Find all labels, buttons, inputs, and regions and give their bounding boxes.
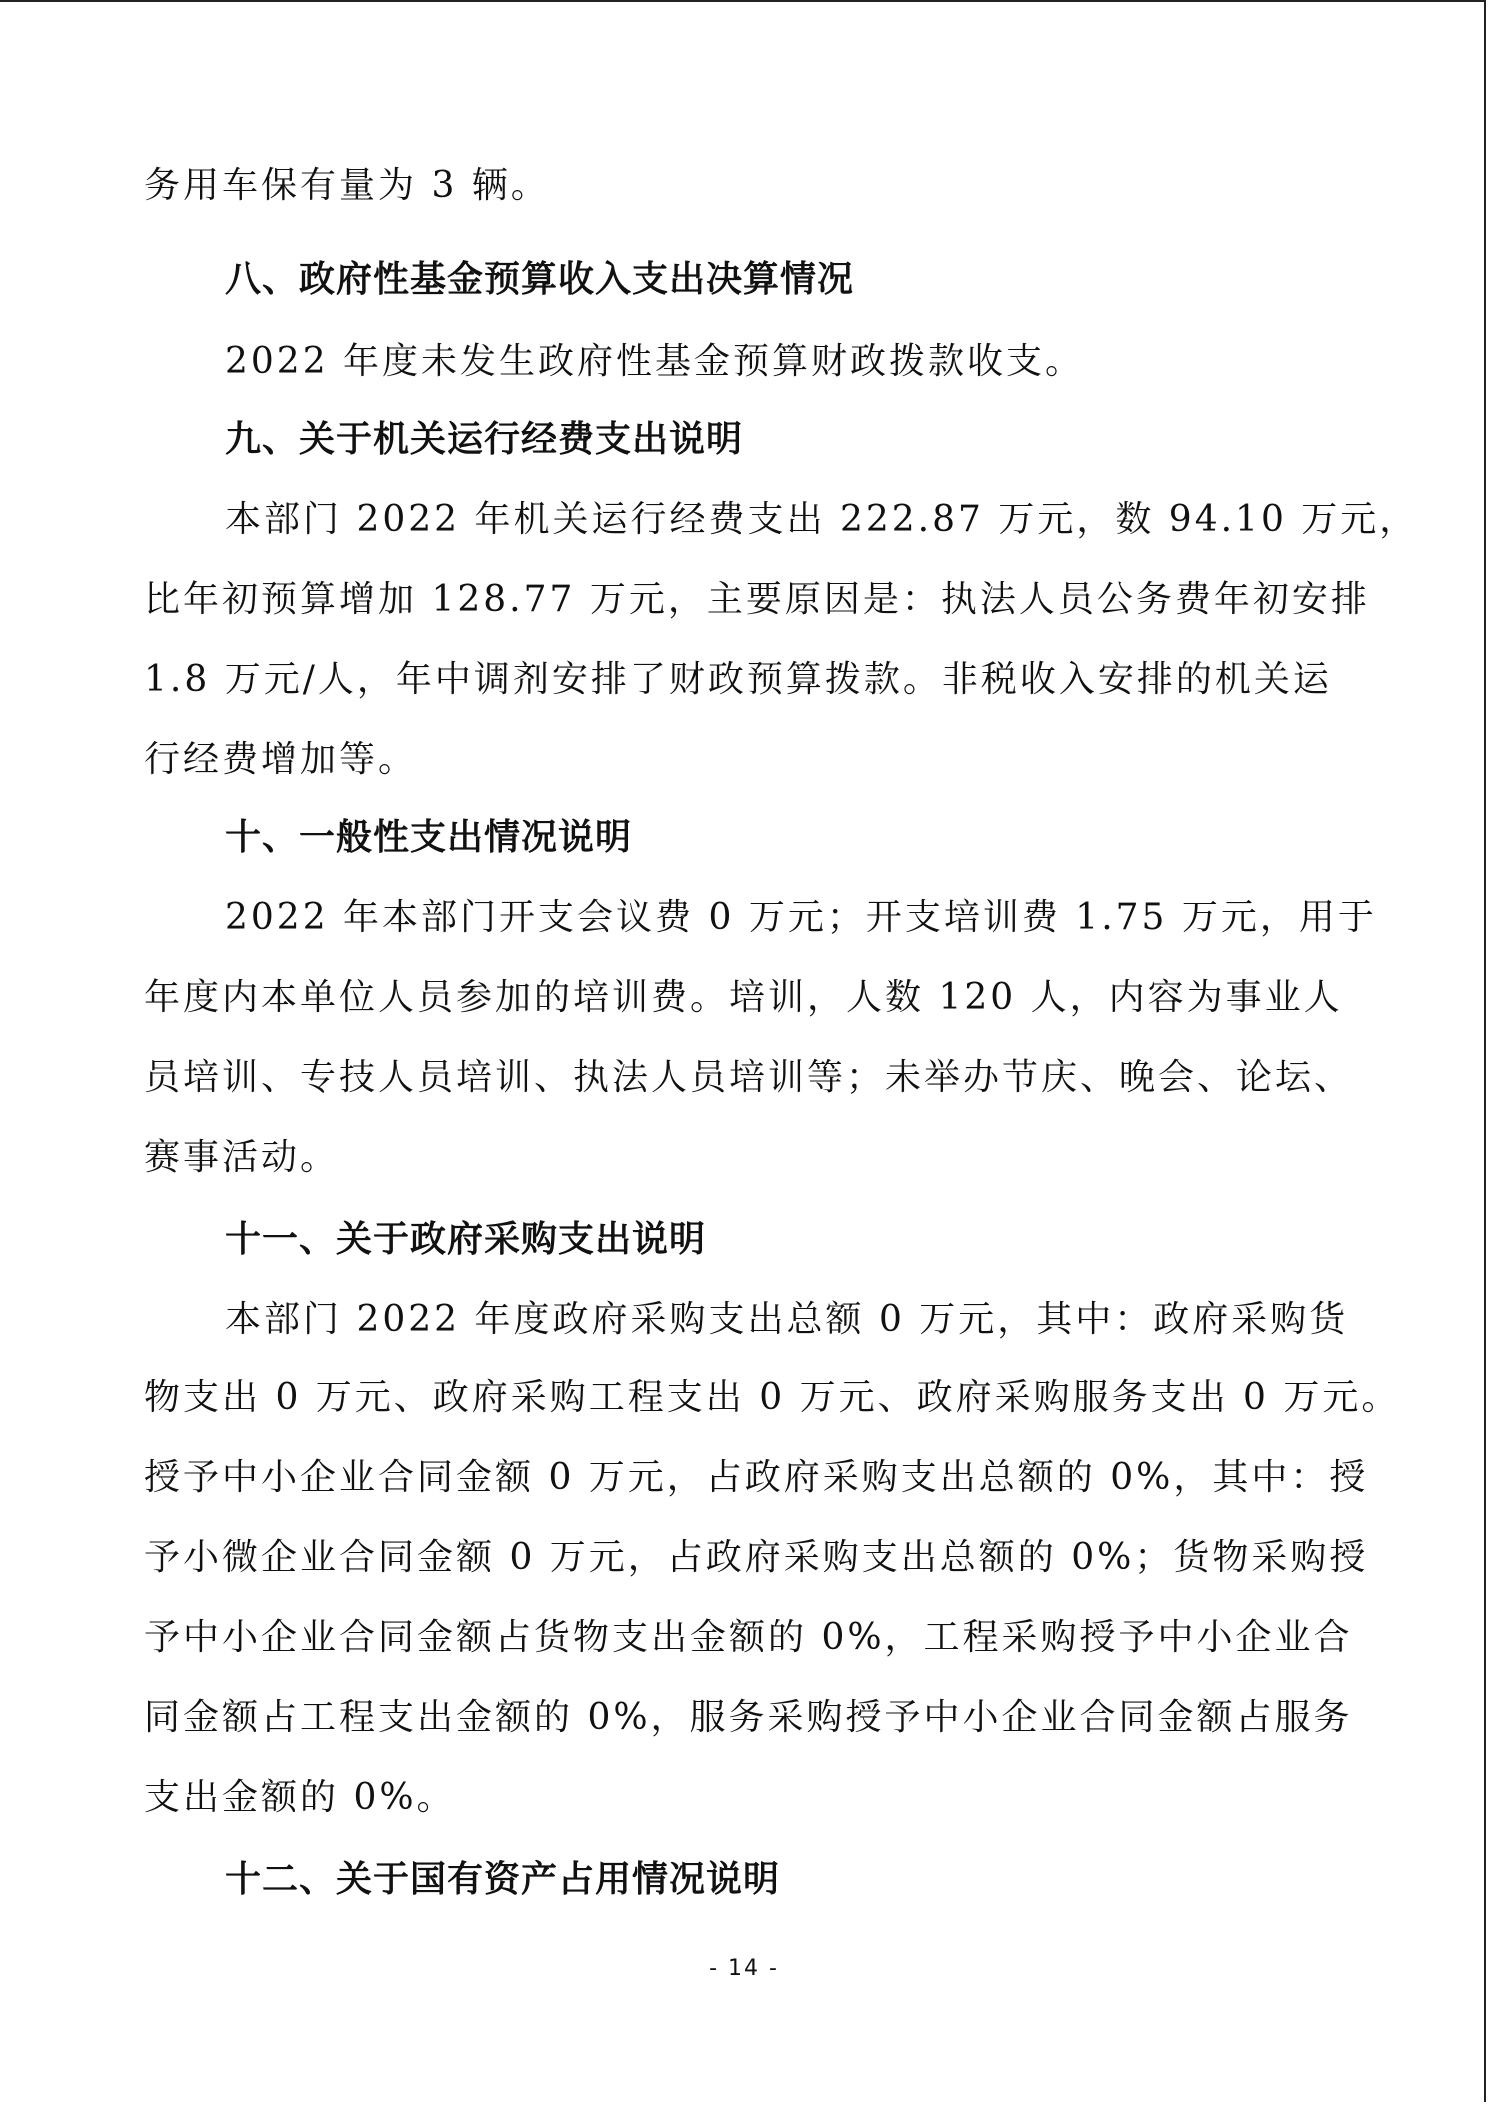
paragraph-line: 2022 年度未发生政府性基金预算财政拨款收支。 (225, 341, 1085, 382)
paragraph-line: 支出金额的 0%。 (144, 1777, 456, 1818)
section-heading: 八、政府性基金预算收入支出决算情况 (225, 259, 855, 300)
paragraph-line: 本部门 2022 年度政府采购支出总额 0 万元，其中：政府采购货 (225, 1299, 1349, 1340)
section-heading: 十一、关于政府采购支出说明 (225, 1219, 707, 1260)
section-heading: 九、关于机关运行经费支出说明 (225, 419, 744, 460)
section-heading: 十、一般性支出情况说明 (225, 817, 633, 858)
paragraph-line: 务用车保有量为 3 辆。 (144, 165, 550, 206)
paragraph-line: 予小微企业合同金额 0 万元，占政府采购支出总额的 0%；货物采购授 (144, 1537, 1369, 1578)
paragraph-line: 1.8 万元/人，年中调剂安排了财政预算拨款。非税收入安排的机关运 (144, 659, 1332, 700)
paragraph-line: 赛事活动。 (144, 1137, 340, 1178)
paragraph-line: 年度内本单位人员参加的培训费。培训，人数 120 人，内容为事业人 (144, 977, 1343, 1018)
paragraph-line: 同金额占工程支出金额的 0%，服务采购授予中小企业合同金额占服务 (144, 1697, 1353, 1738)
paragraph-line: 行经费增加等。 (144, 739, 418, 780)
section-heading: 十二、关于国有资产占用情况说明 (225, 1859, 781, 1900)
paragraph-line: 比年初预算增加 128.77 万元，主要原因是：执法人员公务费年初安排 (144, 579, 1370, 620)
page-number: - 14 - (709, 1956, 779, 1981)
paragraph-line: 2022 年本部门开支会议费 0 万元；开支培训费 1.75 万元，用于 (225, 897, 1377, 938)
paragraph-line: 物支出 0 万元、政府采购工程支出 0 万元、政府采购服务支出 0 万元。 (144, 1377, 1401, 1418)
paragraph-line: 员培训、专技人员培训、执法人员培训等；未举办节庆、晚会、论坛、 (144, 1057, 1354, 1098)
paragraph-line: 本部门 2022 年机关运行经费支出 222.87 万元，数 94.10 万元， (225, 499, 1419, 540)
paragraph-line: 授予中小企业合同金额 0 万元，占政府采购支出总额的 0%，其中：授 (144, 1457, 1369, 1498)
paragraph-line: 予中小企业合同金额占货物支出金额的 0%，工程采购授予中小企业合 (144, 1617, 1353, 1658)
